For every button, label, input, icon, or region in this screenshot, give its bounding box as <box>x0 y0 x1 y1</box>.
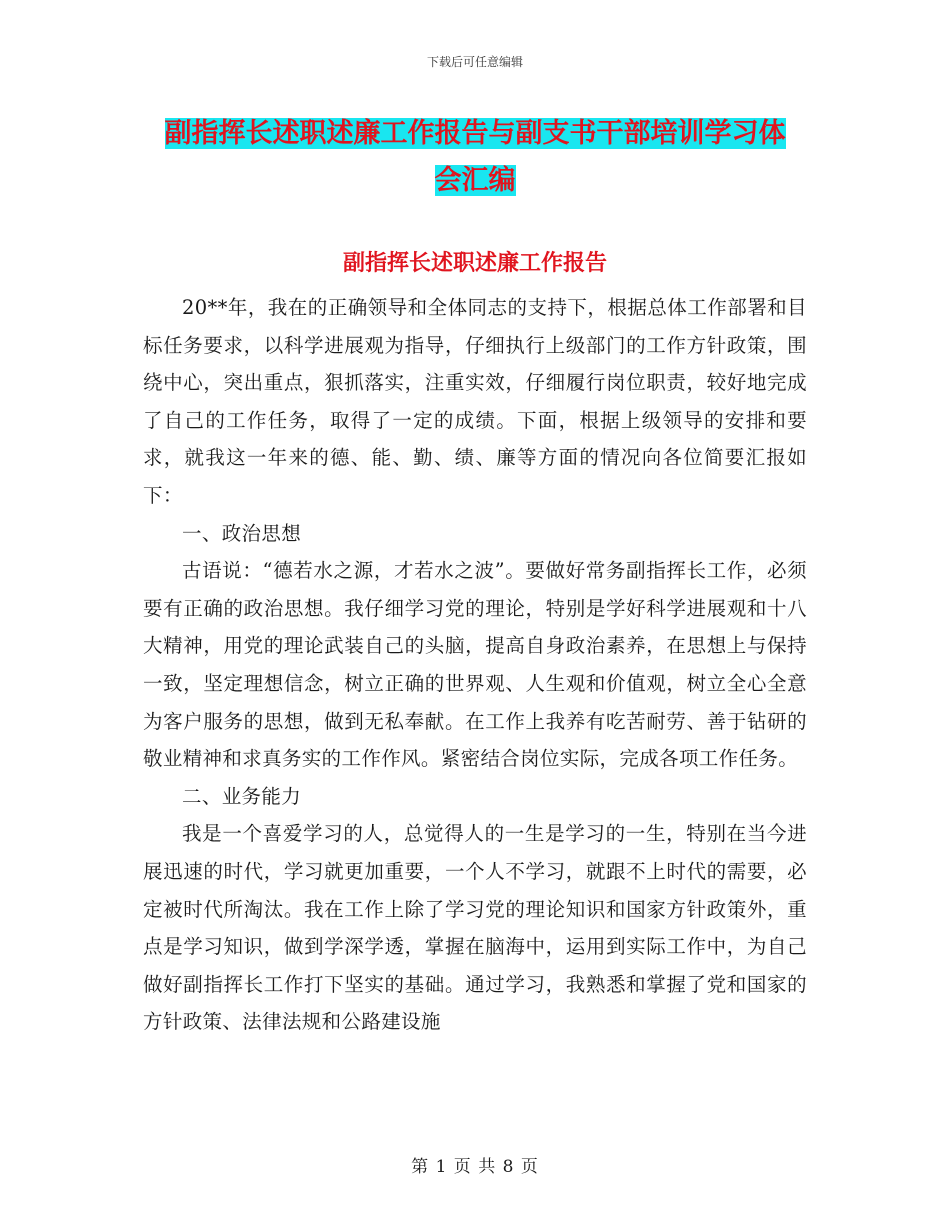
document-body <box>143 289 807 1041</box>
heading-business-ability: 二、业务能力 <box>182 784 302 808</box>
heading-political-thought: 一、政治思想 <box>182 521 302 545</box>
document-title <box>150 110 800 204</box>
paragraph-business-ability: 我是一个喜爱学习的人，总觉得人的一生是学习的一生，特别在当今进展迅速的时代，学习就更加重要，一个人不学习，就跟不上时代的需要，必定被时代所淘汰。我在工作上除了学习党的理论知识和国家方针政策外，重点是学习知识，做到学深学透，掌握在脑海中，运用到实际工作中，为自己做好副指挥长工作打下坚实的基础。通过学习，我熟悉和掌握了党和国家的方针政策、法律法规和公路建设施 <box>143 822 807 1034</box>
paragraph-political-thought: 古语说：“德若水之源，才若水之波”。要做好常务副指挥长工作，必须要有正确的政治思想。我仔细学习党的理论，特别是学好科学进展观和十八大精神，用党的理论武装自己的头脑，提高自身政治素养，在思想上与保持一致，坚定理想信念，树立正确的世界观、人生观和价值观，树立全心全意为客户服务的思想，做到无私奉献。在工作上我养有吃苦耐劳、善于钻研的敬业精神和求真务实的工作作风。紧密结合岗位实际，完成各项工作任务。 <box>143 559 807 771</box>
page-number: 第 1 页 共 8 页 <box>411 1157 539 1177</box>
document-title-line1: 副指挥长述职述廉工作报告与副支书干部培训学习体 <box>164 118 786 149</box>
paragraph-intro: 20**年，我在的正确领导和全体同志的支持下，根据总体工作部署和目标任务要求，以科学进展观为指导，仔细执行上级部门的工作方针政策，围绕中心，突出重点，狠抓落实，注重实效，仔细履行岗位职责，较好地完成了自己的工作任务，取得了一定的成绩。下面，根据上级领导的安排和要求，就我这一年来的德、能、勤、绩、廉等方面的情况向各位简要汇报如下： <box>143 296 807 507</box>
page-header-note: 下载后可任意编辑 <box>426 55 523 69</box>
section-title: 副指挥长述职述廉工作报告 <box>342 251 607 276</box>
document-title-line2: 会汇编 <box>434 165 516 196</box>
